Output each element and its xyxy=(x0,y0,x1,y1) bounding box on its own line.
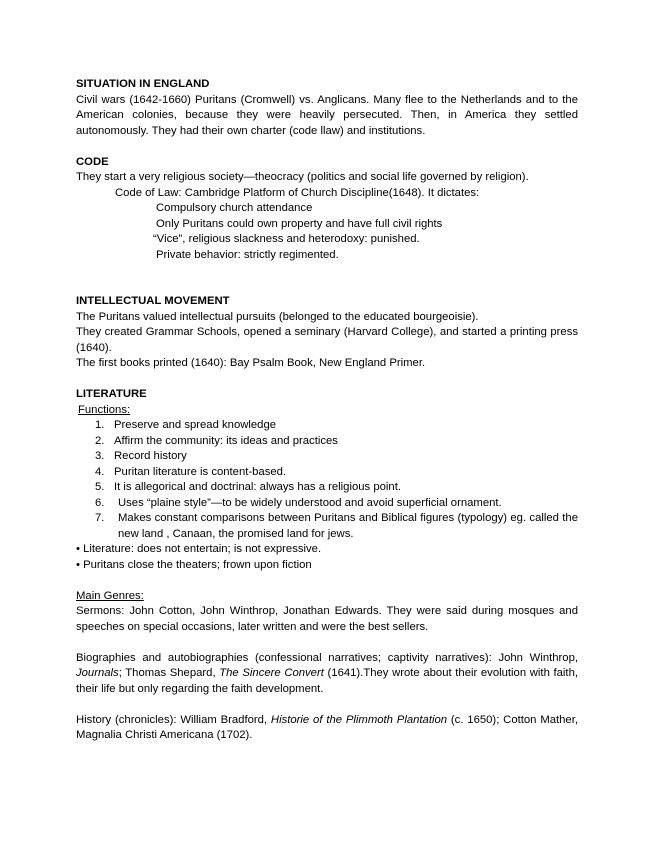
sermons-paragraph: Sermons: John Cotton, John Winthrop, Jonathan Edwards. They were said during mosques and speeches on special occasions, later written and were the best sellers. xyxy=(76,605,578,633)
list-item: 4. Puritan literature is content-based. xyxy=(95,465,287,478)
code-heading: CODE xyxy=(76,155,109,168)
intellectual-paragraph: The Puritans valued intellectual pursuits (belonged to the educated bourgeoisie). xyxy=(76,310,479,323)
code-item: “Vice”, religious slackness and heterodoxy: punished. xyxy=(153,233,420,245)
situation-heading: SITUATION IN ENGLAND xyxy=(76,78,210,90)
list-item: 2. Affirm the community: its ideas and practices xyxy=(95,434,338,447)
intellectual-heading: INTELLECTUAL MOVEMENT xyxy=(76,295,230,307)
literature-bullet: • Puritans close the theaters; frown upon fiction xyxy=(76,558,312,571)
genres-label: Main Genres: xyxy=(76,589,144,602)
code-item: Compulsory church attendance xyxy=(156,202,313,214)
code-intro: They start a very religious society—theocracy (politics and social life governed by religion). xyxy=(76,171,529,183)
biographies-paragraph: Biographies and autobiographies (confessional narratives; captivity narratives): John Winthrop, Journals; Thomas Shepard, The Sincere Convert (1641).They wrote about their evolution with faith, their life but only regarding the faith development. xyxy=(76,651,578,695)
list-item: 6. Uses “plaine style”—to be widely understood and avoid superficial ornament. xyxy=(95,496,502,509)
list-item: 5. It is allegorical and doctrinal: always has a religious point. xyxy=(95,481,401,493)
intellectual-paragraph: The first books printed (1640): Bay Psalm Book, New England Primer. xyxy=(76,357,426,369)
list-item: 7. Makes constant comparisons between Puritans and Biblical figures (typology) eg. called the new land , Canaan, the promised land for jews. xyxy=(95,512,578,540)
intellectual-paragraph: They created Grammar Schools, opened a seminary (Harvard College), and started a printing press (1640). xyxy=(76,326,578,354)
code-of-law: Code of Law: Cambridge Platform of Church Discipline(1648). It dictates: xyxy=(115,186,480,199)
functions-list xyxy=(76,418,578,542)
situation-paragraph: Civil wars (1642-1660) Puritans (Cromwell) vs. Anglicans. Many flee to the Netherlands and to the American colonies, because they were heavily persecuted. Then, in America they settled autonomously. They had their own charter (code llaw) and institutions. xyxy=(76,93,578,137)
code-item: Private behavior: strictly regimented. xyxy=(156,248,339,261)
history-paragraph: History (chronicles): William Bradford, Historie of the Plimmoth Plantation (c. 1650); Cotton Mather, Magnalia Christi Americana (1702). xyxy=(76,713,578,741)
list-item: 1. Preserve and spread knowledge xyxy=(95,419,277,431)
code-item: Only Puritans could own property and have full civil rights xyxy=(156,217,443,230)
literature-bullet: • Literature: does not entertain; is not expressive. xyxy=(76,543,322,555)
literature-heading: LITERATURE xyxy=(76,388,147,400)
functions-label: Functions: xyxy=(78,403,131,416)
list-item: 3. Record history xyxy=(95,450,187,462)
document-page xyxy=(76,77,578,744)
